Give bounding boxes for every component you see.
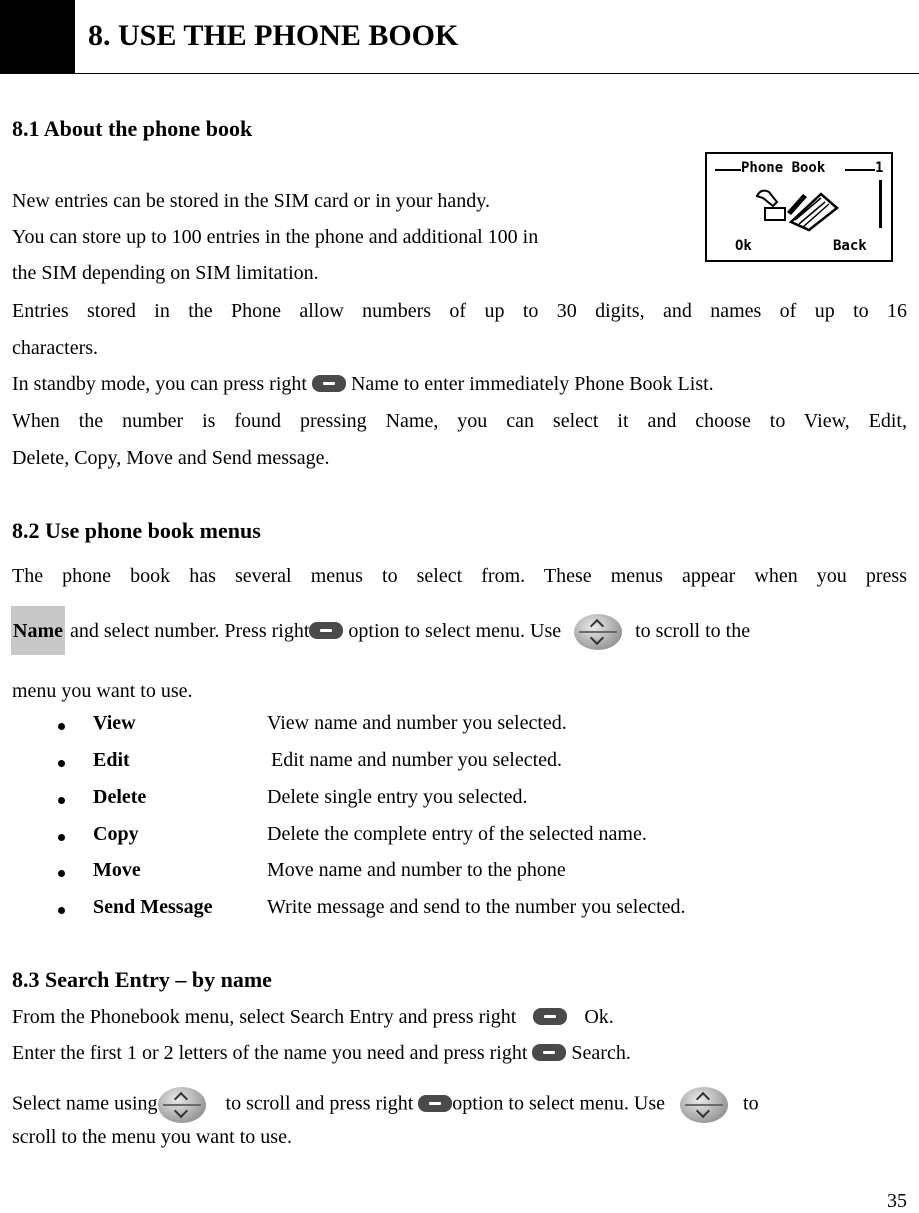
bullet: [58, 834, 65, 841]
paragraph-line: New entries can be stored in the SIM card or in your handy.: [12, 190, 491, 212]
text-run: to: [743, 1092, 759, 1115]
text-run: In standby mode, you can press right: [12, 373, 307, 395]
text-run: Name to enter immediately Phone Book List.: [350, 373, 714, 395]
title-line: [715, 169, 741, 171]
paragraph-line: When the number is found pressing Name, you can select it and choose to View, Edit,: [12, 410, 907, 432]
text-run: to scroll and press right: [225, 1092, 414, 1115]
paragraph-line: [12, 606, 750, 655]
text-run: and select number. Press right: [69, 620, 310, 642]
menu-term: View: [93, 712, 136, 734]
right-softkey-icon: [532, 1044, 566, 1061]
paragraph-line: The phone book has several menus to select from. These menus appear when you press: [12, 565, 907, 587]
section-heading-8-2: 8.2 Use phone book menus: [12, 518, 261, 543]
text-run: Search.: [571, 1042, 631, 1064]
paragraph-line: scroll to the menu you want to use.: [12, 1126, 292, 1148]
chapter-title: 8. USE THE PHONE BOOK: [88, 19, 459, 52]
text-run: Enter the first 1 or 2 letters of the name you need and press right: [12, 1042, 528, 1064]
nav-key-icon: [680, 1087, 728, 1123]
text-run: to scroll to the: [635, 620, 751, 642]
menu-term: Send Message: [93, 896, 213, 918]
menu-desc: Write message and send to the number you selected.: [267, 896, 686, 918]
right-softkey-icon: [312, 375, 346, 392]
menu-desc: View name and number you selected.: [267, 712, 567, 734]
screen-number: 1: [875, 160, 884, 176]
left-softkey-label: Ok: [735, 238, 752, 254]
paragraph-line: Delete, Copy, Move and Send message.: [12, 447, 330, 469]
menu-desc: Move name and number to the phone: [267, 859, 566, 881]
phone-book-screen-illustration: [705, 152, 893, 262]
paragraph-line: [12, 1006, 614, 1029]
paragraph-line: You can store up to 100 entries in the phone and additional 100 in: [12, 226, 539, 248]
paragraph-line: [12, 1087, 759, 1123]
menu-desc: Delete single entry you selected.: [267, 786, 528, 808]
title-line: [845, 169, 875, 171]
menu-term: Delete: [93, 786, 147, 808]
paragraph-line: [12, 1042, 631, 1065]
right-softkey-label: Back: [833, 238, 867, 254]
menu-term: Copy: [93, 823, 139, 845]
text-run: option to select menu. Use: [348, 620, 562, 642]
menu-desc: Delete the complete entry of the selected name.: [267, 823, 647, 845]
paragraph-line: characters.: [12, 337, 99, 359]
paragraph-line: [12, 373, 714, 396]
screen-title: Phone Book: [741, 160, 826, 176]
nav-key-icon: [158, 1087, 206, 1123]
page-number: 35: [887, 1190, 907, 1212]
right-softkey-icon: [533, 1008, 567, 1025]
chapter-marker: [0, 0, 75, 74]
bullet: [58, 760, 65, 767]
section-heading-8-1: 8.1 About the phone book: [12, 116, 253, 141]
nav-key-icon: [574, 614, 622, 650]
header-rule: [75, 73, 919, 74]
section-heading-8-3: 8.3 Search Entry – by name: [12, 967, 272, 992]
paragraph-line: the SIM depending on SIM limitation.: [12, 262, 319, 284]
bullet: [58, 723, 65, 730]
paragraph-line: Entries stored in the Phone allow numbers of up to 30 digits, and names of up to 16: [12, 300, 907, 322]
menu-term: Move: [93, 859, 141, 881]
text-run: Select name using: [12, 1092, 158, 1115]
text-run: option to select menu. Use: [452, 1092, 666, 1115]
bullet: [58, 870, 65, 877]
menu-desc: Edit name and number you selected.: [271, 749, 563, 771]
scrollbar-line: [879, 180, 882, 228]
menu-term: Edit: [93, 749, 130, 771]
right-softkey-icon: [309, 622, 343, 639]
text-run: Ok.: [584, 1006, 614, 1028]
name-key-label: Name: [11, 606, 65, 655]
bullet: [58, 907, 65, 914]
right-softkey-icon: [418, 1095, 452, 1112]
paragraph-line: menu you want to use.: [12, 680, 193, 702]
text-run: From the Phonebook menu, select Search Entry and press right: [12, 1006, 517, 1028]
bullet: [58, 797, 65, 804]
phonebook-icon: [751, 182, 839, 234]
